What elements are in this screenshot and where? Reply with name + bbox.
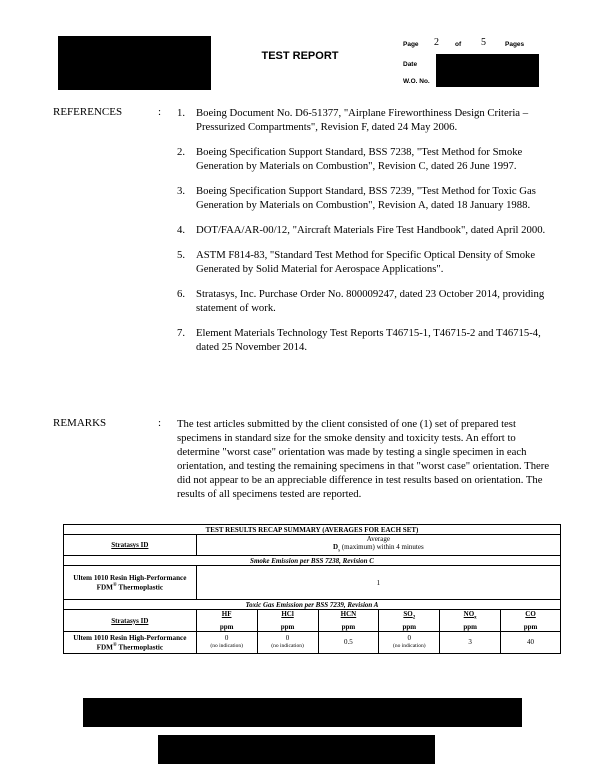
reference-number: 6. (177, 288, 186, 300)
gas-value-cell (379, 631, 440, 653)
product-type: Thermoplastic (116, 583, 164, 592)
stratasys-id-header-toxic: Stratasys ID (64, 610, 197, 631)
gas-value-cell (440, 631, 501, 653)
reference-number: 2. (177, 146, 186, 158)
remarks-colon: : (158, 417, 162, 429)
reference-number: 5. (177, 249, 186, 261)
results-recap-table (63, 524, 561, 654)
gas-name: $NO_x$ (463, 610, 477, 621)
reference-item (177, 287, 557, 315)
smoke-value: 1 (196, 566, 560, 600)
product-name (64, 631, 197, 653)
gas-note: (no indication) (271, 643, 304, 650)
product-line-2 (65, 642, 195, 651)
gas-unit: ppm (219, 622, 234, 631)
remarks-text: The test articles submitted by the client consisted of one (1) set of prepared test specimens in standard size for the smoke density and toxicity tests. An effort to determine "worst case" orientation was made by testing a single specimen in each orientation, and testing the remaining specimens in that "worst case" orientation. There did not appear to be an appreciable difference in test results based on orientation. The results of all specimens tested are reported. (177, 418, 550, 500)
average-label: Average (366, 535, 390, 543)
reference-item (177, 106, 557, 134)
product-line-2 (65, 582, 195, 591)
gas-header (196, 610, 257, 631)
registered-mark: ® (112, 583, 117, 589)
smoke-section-header: Smoke Emission per BSS 7238, Revision C (64, 556, 561, 566)
gas-header (257, 610, 318, 631)
gas-value-cell (257, 631, 318, 653)
reference-text: Boeing Specification Support Standard, BSS 7238, "Test Method for Smoke Generation by Materials on Combustion", Revision C, dated 26 June 1997. (196, 146, 523, 172)
redacted-logo-block (58, 36, 211, 90)
gas-value: 0 (407, 634, 412, 643)
product-brand: FDM (96, 583, 113, 592)
product-type: Thermoplastic (116, 642, 164, 651)
reference-number: 1. (177, 107, 186, 119)
gas-header (501, 610, 561, 631)
ds-symbol: D (333, 543, 339, 551)
table-title: TEST RESULTS RECAP SUMMARY (AVERAGES FOR EACH SET) (64, 525, 561, 535)
reference-item (177, 184, 557, 212)
reference-item (177, 145, 557, 173)
redacted-footer-line-1 (83, 698, 522, 727)
references-colon: : (158, 106, 162, 118)
of-label: of (455, 41, 462, 48)
product-brand: FDM (96, 642, 113, 651)
gas-note: (no indication) (393, 643, 426, 650)
stratasys-id-header: Stratasys ID (64, 535, 197, 556)
reference-text: ASTM F814-83, "Standard Test Method for Specific Optical Density of Smoke Generated by Solid Material for Aerospace Applications". (196, 249, 536, 275)
product-line-1: Ultem 1010 Resin High-Performance (73, 574, 187, 583)
ds-subscript: s (338, 548, 341, 554)
date-label: Date (403, 61, 418, 68)
reference-item (177, 326, 557, 354)
ds-label (198, 543, 559, 555)
gas-unit: ppm (402, 622, 417, 631)
redacted-footer-line-2 (158, 735, 435, 764)
gas-header (440, 610, 501, 631)
gas-value: 0 (224, 634, 229, 643)
gas-name: HF (221, 610, 232, 619)
reference-text: Boeing Document No. D6-51377, "Airplane Fireworthiness Design Criteria – Pressurized Compartments", Revision F, dated 24 May 2006. (196, 107, 529, 133)
gas-header (318, 610, 379, 631)
gas-name: CO (525, 610, 536, 619)
gas-value: 40 (527, 638, 535, 647)
references-label: REFERENCES (53, 106, 123, 118)
reference-text: DOT/FAA/AR-00/12, "Aircraft Materials Fire Test Handbook", dated April 2000. (196, 224, 546, 236)
remarks-label: REMARKS (53, 417, 107, 429)
gas-value: 3 (468, 638, 472, 647)
product-line-1: Ultem 1010 Resin High-Performance (73, 633, 187, 642)
gas-value-cell (318, 631, 379, 653)
references-list (177, 106, 557, 365)
ds-description: (maximum) within 4 minutes (340, 543, 424, 551)
pages-label: Pages (505, 41, 525, 48)
report-title: TEST REPORT (261, 50, 339, 62)
average-ds-header (196, 535, 560, 556)
gas-note: (no indication) (210, 643, 243, 650)
registered-mark: ® (112, 642, 117, 648)
gas-value: 0 (285, 634, 290, 643)
toxic-section-header: Toxic Gas Emission per BSS 7239, Revision A (64, 600, 561, 610)
reference-text: Element Materials Technology Test Reports T46715-1, T46715-2 and T46715-4, dated 25 November 2014. (196, 327, 541, 353)
gas-header (379, 610, 440, 631)
reference-text: Boeing Specification Support Standard, BSS 7239, "Test Method for Toxic Gas Generation by Materials on Combustion", Revision A, dated 18 January 1988. (196, 185, 536, 211)
gas-name: $SO_2$ (403, 610, 416, 621)
gas-value-cell (196, 631, 257, 653)
gas-value-cell (501, 631, 561, 653)
reference-number: 7. (177, 327, 186, 339)
gas-unit: ppm (280, 622, 295, 631)
gas-name: HCN (340, 610, 357, 619)
page-number: 2 (434, 37, 439, 48)
page-total: 5 (481, 37, 486, 48)
reference-number: 3. (177, 185, 186, 197)
gas-unit: ppm (523, 622, 538, 631)
redacted-date-wo-block (436, 54, 539, 87)
reference-item (177, 248, 557, 276)
page-label: Page (403, 41, 419, 48)
gas-name: HCl (281, 610, 294, 619)
reference-number: 4. (177, 224, 186, 236)
product-name (64, 566, 197, 600)
gas-unit: ppm (341, 622, 356, 631)
reference-text: Stratasys, Inc. Purchase Order No. 800009247, dated 23 October 2014, providing statement of work. (196, 288, 545, 314)
reference-item (177, 223, 557, 237)
wo-label: W.O. No. (403, 78, 430, 85)
gas-unit: ppm (463, 622, 477, 631)
gas-value: 0.5 (344, 638, 353, 647)
